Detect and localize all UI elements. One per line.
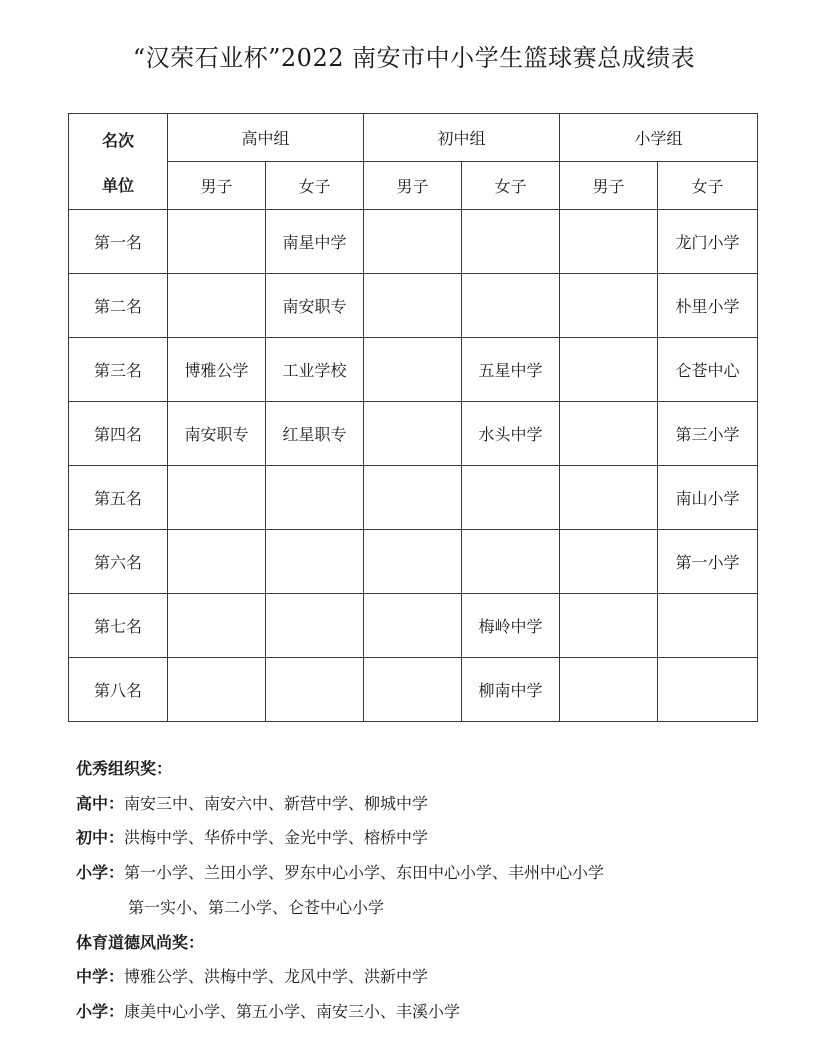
award-school-list: 博雅公学、洪梅中学、龙风中学、洪新中学 xyxy=(124,967,429,987)
results-table xyxy=(68,113,758,722)
table-cell xyxy=(364,530,462,594)
organization-award-primary-school-continued: 第一实小、第二小学、仑苍中心小学 xyxy=(128,897,385,917)
table-cell xyxy=(168,210,266,274)
table-cell xyxy=(266,594,364,658)
table-cell xyxy=(560,274,658,338)
awards-section xyxy=(76,752,776,1030)
rank-label: 第七名 xyxy=(69,594,168,658)
table-cell: 龙门小学 xyxy=(658,210,758,274)
award-level-label: 高中： xyxy=(76,793,125,813)
page-title: “汉荣石业杯”2022 南安市中小学生篮球赛总成绩表 xyxy=(132,44,696,72)
organization-award-high-school xyxy=(76,787,776,822)
table-cell xyxy=(266,530,364,594)
table-cell xyxy=(560,210,658,274)
rank-label: 第一名 xyxy=(69,210,168,274)
rank-label: 第四名 xyxy=(69,402,168,466)
award-level-label: 小学： xyxy=(76,1001,125,1021)
sportsmanship-award-heading: 体育道德风尚奖： xyxy=(76,932,205,952)
table-cell: 工业学校 xyxy=(266,338,364,402)
table-cell xyxy=(462,466,560,530)
table-cell xyxy=(560,658,658,722)
award-school-list: 康美中心小学、第五小学、南安三小、丰溪小学 xyxy=(124,1001,461,1021)
table-row xyxy=(69,274,758,338)
rank-label: 第八名 xyxy=(69,658,168,722)
table-row xyxy=(69,466,758,530)
group-header-high-school: 高中组 xyxy=(168,114,364,162)
table-row xyxy=(69,210,758,274)
table-cell: 第一小学 xyxy=(658,530,758,594)
organization-award-middle-school xyxy=(76,821,776,856)
table-cell xyxy=(462,274,560,338)
award-level-label: 小学： xyxy=(76,863,125,883)
award-school-list: 洪梅中学、华侨中学、金光中学、榕桥中学 xyxy=(124,828,429,848)
table-cell: 梅岭中学 xyxy=(462,594,560,658)
table-cell: 第三小学 xyxy=(658,402,758,466)
group-header-primary-school: 小学组 xyxy=(560,114,758,162)
table-cell: 博雅公学 xyxy=(168,338,266,402)
gender-header-cell: 女子 xyxy=(658,162,758,210)
corner-header-cell xyxy=(69,114,168,210)
table-cell: 水头中学 xyxy=(462,402,560,466)
table-cell: 朴里小学 xyxy=(658,274,758,338)
table-cell xyxy=(364,594,462,658)
table-row xyxy=(69,338,758,402)
organization-award-heading: 优秀组织奖： xyxy=(76,759,173,778)
rank-label: 第六名 xyxy=(69,530,168,594)
table-cell xyxy=(364,210,462,274)
group-header-row xyxy=(69,114,758,162)
table-cell xyxy=(266,466,364,530)
table-cell: 五星中学 xyxy=(462,338,560,402)
gender-header-cell: 女子 xyxy=(266,162,364,210)
table-cell xyxy=(168,530,266,594)
table-row xyxy=(69,594,758,658)
award-level-label: 初中： xyxy=(76,828,125,848)
table-cell xyxy=(364,658,462,722)
gender-header-cell: 女子 xyxy=(462,162,560,210)
table-cell xyxy=(658,658,758,722)
award-school-list: 第一小学、兰田小学、罗东中心小学、东田中心小学、丰州中心小学 xyxy=(124,863,605,883)
award-level-label: 中学： xyxy=(76,967,125,987)
rank-label: 第二名 xyxy=(69,274,168,338)
table-cell xyxy=(364,338,462,402)
award-school-list: 南安三中、南安六中、新营中学、柳城中学 xyxy=(124,793,429,813)
table-cell: 红星职专 xyxy=(266,402,364,466)
table-cell xyxy=(266,658,364,722)
gender-header-cell: 男子 xyxy=(168,162,266,210)
corner-unit-label: 单位 xyxy=(101,176,134,195)
table-cell xyxy=(560,338,658,402)
organization-award-primary-school xyxy=(76,856,776,891)
table-cell xyxy=(658,594,758,658)
corner-rank-label: 名次 xyxy=(101,131,134,150)
sportsmanship-award-primary xyxy=(76,995,776,1030)
gender-header-cell: 男子 xyxy=(560,162,658,210)
table-cell: 南安职专 xyxy=(168,402,266,466)
rank-label: 第三名 xyxy=(69,338,168,402)
table-cell: 柳南中学 xyxy=(462,658,560,722)
table-cell xyxy=(462,530,560,594)
sportsmanship-award-secondary xyxy=(76,960,776,995)
table-cell: 仑苍中心 xyxy=(658,338,758,402)
table-cell xyxy=(168,658,266,722)
table-cell: 南山小学 xyxy=(658,466,758,530)
table-row xyxy=(69,658,758,722)
table-row xyxy=(69,530,758,594)
table-row xyxy=(69,402,758,466)
table-cell xyxy=(560,466,658,530)
group-header-middle-school: 初中组 xyxy=(364,114,560,162)
table-cell xyxy=(364,466,462,530)
table-cell xyxy=(364,402,462,466)
table-cell xyxy=(168,594,266,658)
table-cell xyxy=(560,530,658,594)
table-cell xyxy=(168,274,266,338)
table-cell xyxy=(364,274,462,338)
gender-header-cell: 男子 xyxy=(364,162,462,210)
rank-label: 第五名 xyxy=(69,466,168,530)
table-cell: 南星中学 xyxy=(266,210,364,274)
table-cell xyxy=(462,210,560,274)
gender-header-row xyxy=(69,162,758,210)
table-cell xyxy=(560,594,658,658)
table-cell xyxy=(168,466,266,530)
table-cell: 南安职专 xyxy=(266,274,364,338)
table-cell xyxy=(560,402,658,466)
